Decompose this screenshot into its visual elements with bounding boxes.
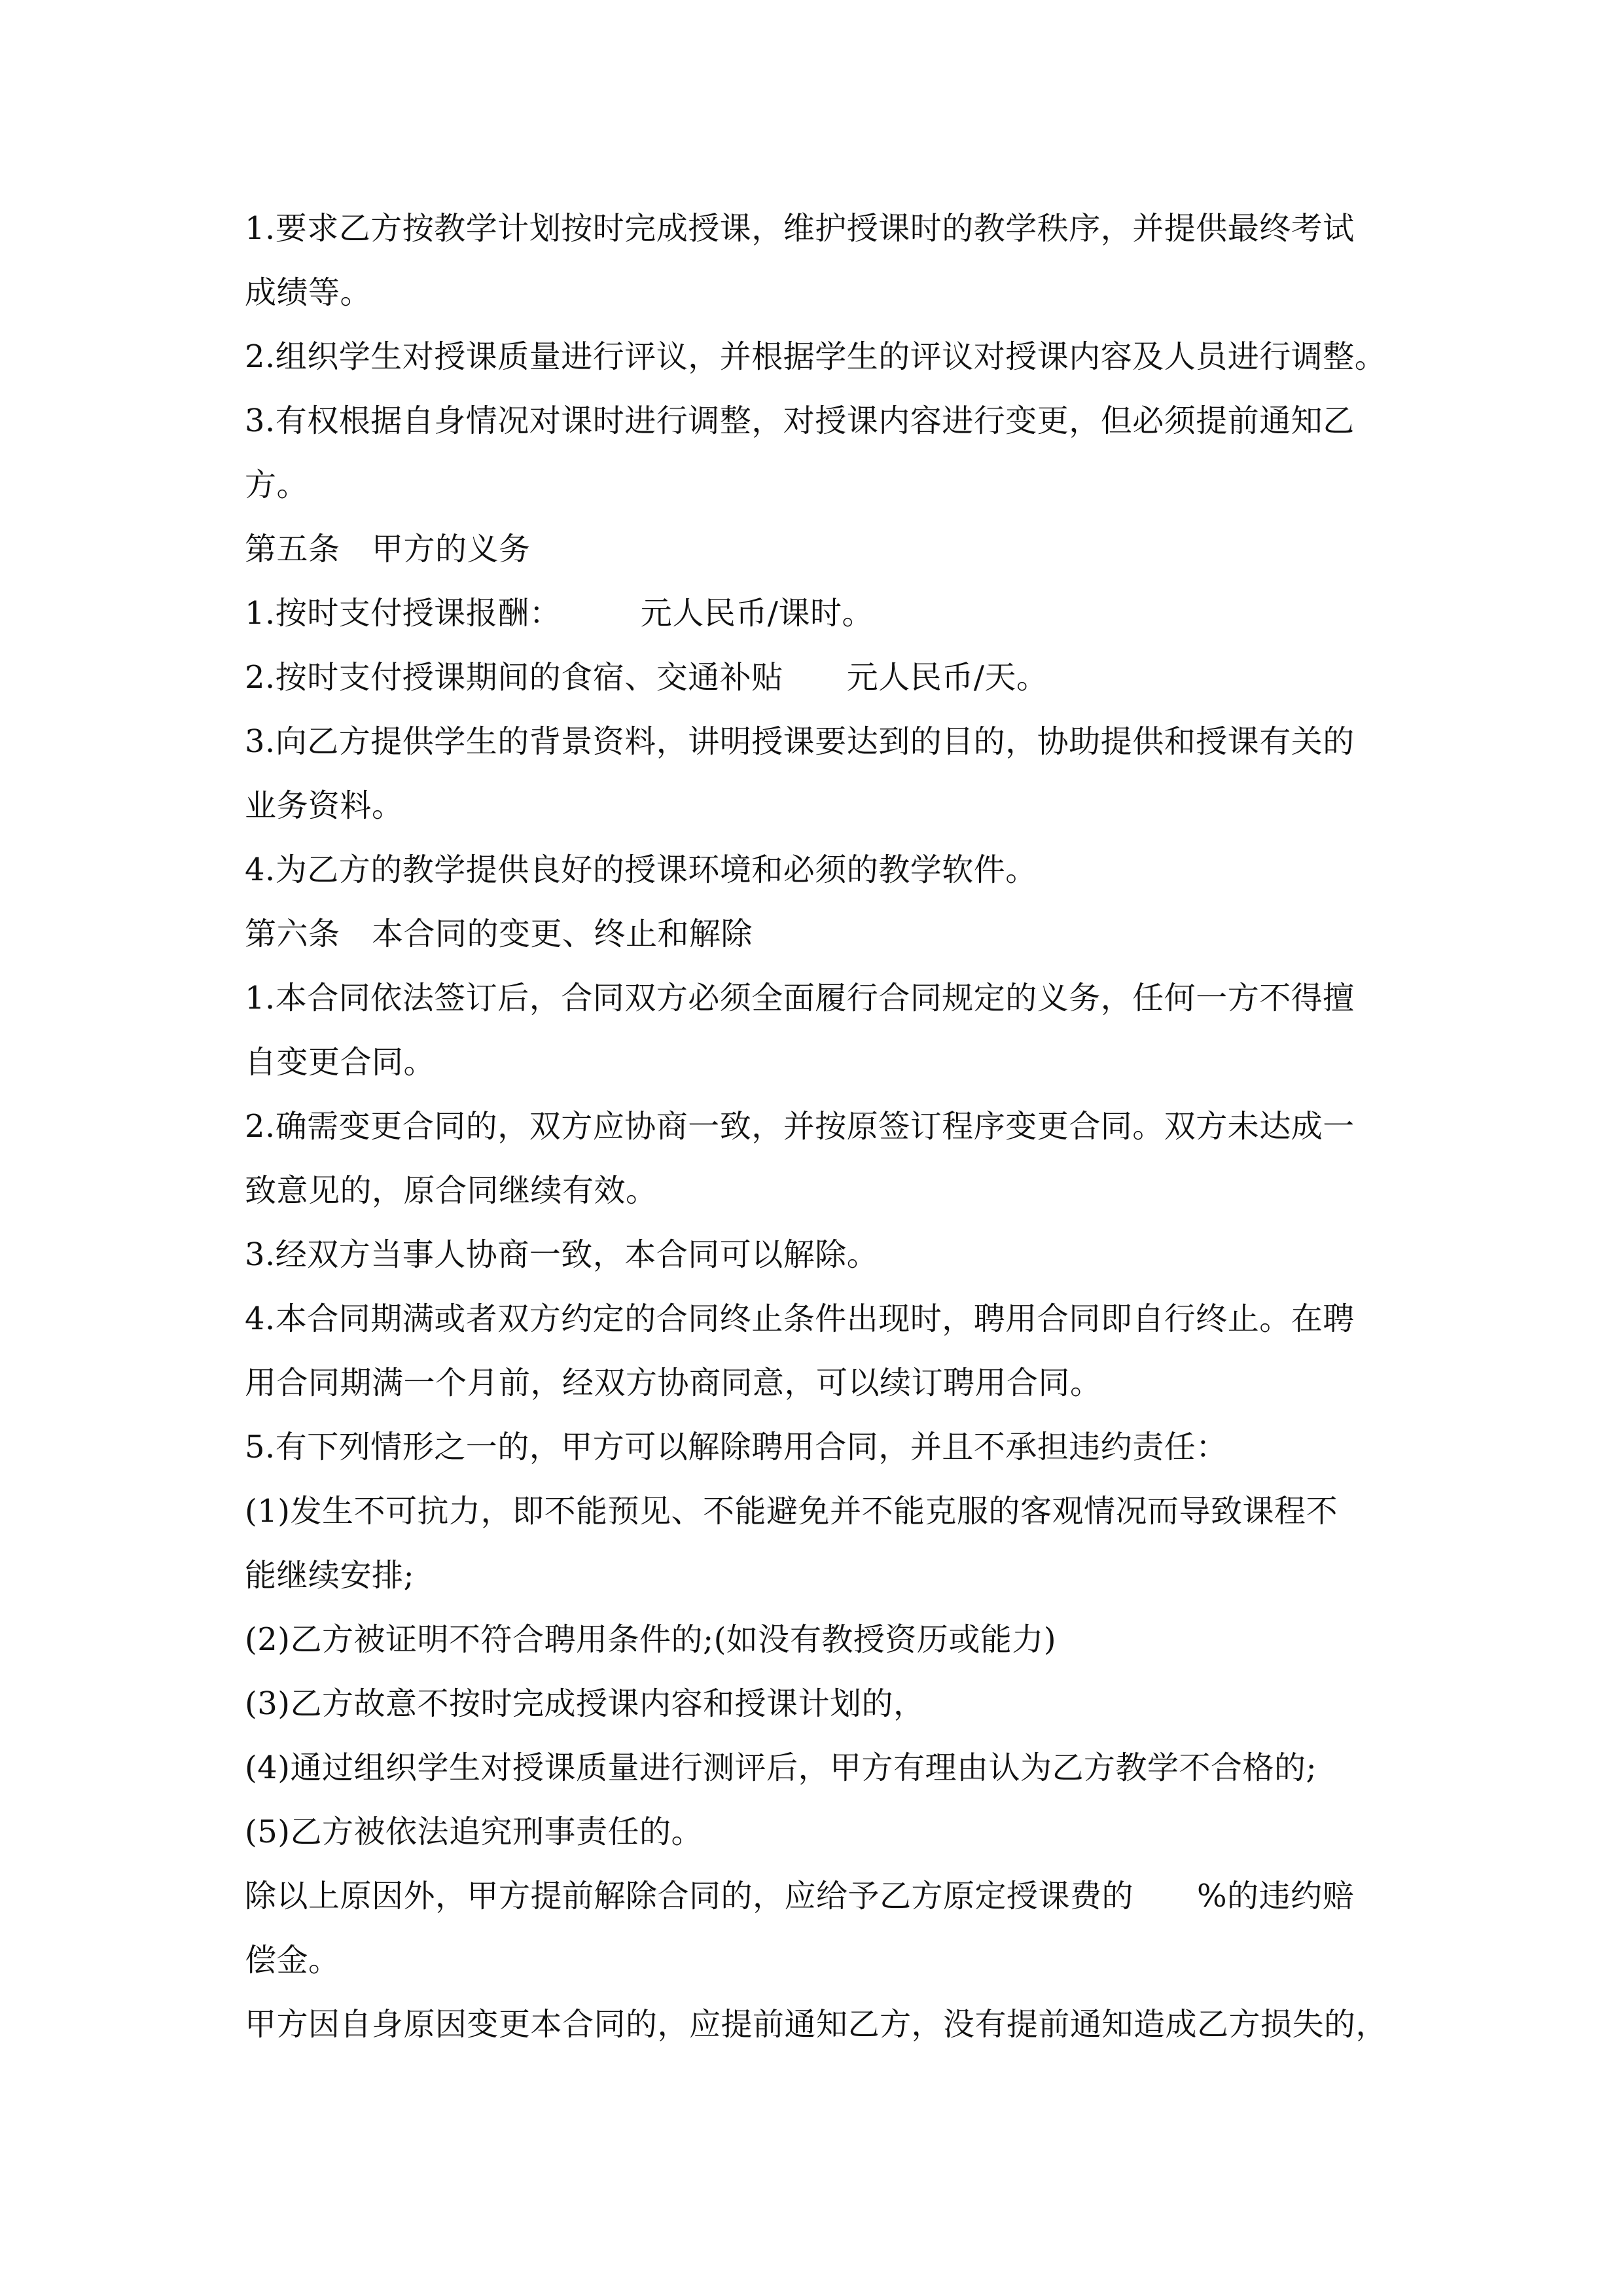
section-heading: 第五条 甲方的义务 bbox=[245, 531, 531, 567]
paragraph-line: 3.经双方当事人协商一致，本合同可以解除。 bbox=[245, 1236, 879, 1273]
paragraph-line: 致意见的，原合同继续有效。 bbox=[245, 1172, 658, 1209]
paragraph-line: (4)通过组织学生对授课质量进行测评后，甲方有理由认为乙方教学不合格的; bbox=[245, 1749, 1317, 1786]
paragraph-line: 1.要求乙方按教学计划按时完成授课，维护授课时的教学秩序，并提供最终考试 bbox=[245, 210, 1355, 247]
paragraph-line: 1.按时支付授课报酬： 元人民币/课时。 bbox=[245, 595, 874, 632]
paragraph-line: 3.向乙方提供学生的背景资料，讲明授课要达到的目的，协助提供和授课有关的 bbox=[245, 723, 1355, 760]
paragraph-line: (2)乙方被证明不符合聘用条件的;(如没有教授资历或能力) bbox=[245, 1621, 1057, 1658]
paragraph-line: 自变更合同。 bbox=[245, 1044, 436, 1081]
paragraph-line: 2.组织学生对授课质量进行评议，并根据学生的评议对授课内容及人员进行调整。 bbox=[245, 338, 1387, 375]
paragraph-line: 甲方因自身原因变更本合同的，应提前通知乙方，没有提前通知造成乙方损失的， bbox=[245, 2006, 1388, 2043]
paragraph-line: 成绩等。 bbox=[245, 274, 372, 311]
paragraph-line: (3)乙方故意不按时完成授课内容和授课计划的， bbox=[245, 1685, 925, 1722]
paragraph-line: 4.本合同期满或者双方约定的合同终止条件出现时，聘用合同即自行终止。在聘 bbox=[245, 1300, 1355, 1337]
paragraph-line: (5)乙方被依法追究刑事责任的。 bbox=[245, 1814, 703, 1850]
paragraph-line: 业务资料。 bbox=[245, 787, 404, 824]
paragraph-line: 1.本合同依法签订后，合同双方必须全面履行合同规定的义务，任何一方不得擅 bbox=[245, 980, 1355, 1016]
paragraph-line: 偿金。 bbox=[245, 1942, 340, 1979]
paragraph-line: (1)发生不可抗力，即不能预见、不能避免并不能克服的客观情况而导致课程不 bbox=[245, 1493, 1338, 1530]
paragraph-line: 能继续安排; bbox=[245, 1557, 415, 1594]
paragraph-line: 2.按时支付授课期间的食宿、交通补贴 元人民币/天。 bbox=[245, 659, 1048, 696]
paragraph-line: 方。 bbox=[245, 467, 309, 503]
paragraph-line: 2.确需变更合同的，双方应协商一致，并按原签订程序变更合同。双方未达成一 bbox=[245, 1108, 1355, 1145]
paragraph-line: 5.有下列情形之一的，甲方可以解除聘用合同，并且不承担违约责任： bbox=[245, 1429, 1228, 1465]
paragraph-line: 除以上原因外，甲方提前解除合同的，应给予乙方原定授课费的 %的违约赔 bbox=[245, 1878, 1355, 1914]
section-heading: 第六条 本合同的变更、终止和解除 bbox=[245, 916, 753, 952]
paragraph-line: 4.为乙方的教学提供良好的授课环境和必须的教学软件。 bbox=[245, 852, 1037, 888]
paragraph-line: 用合同期满一个月前，经双方协商同意，可以续订聘用合同。 bbox=[245, 1365, 1102, 1401]
paragraph-line: 3.有权根据自身情况对课时进行调整，对授课内容进行变更，但必须提前通知乙 bbox=[245, 403, 1355, 439]
document-body bbox=[245, 196, 1429, 2056]
